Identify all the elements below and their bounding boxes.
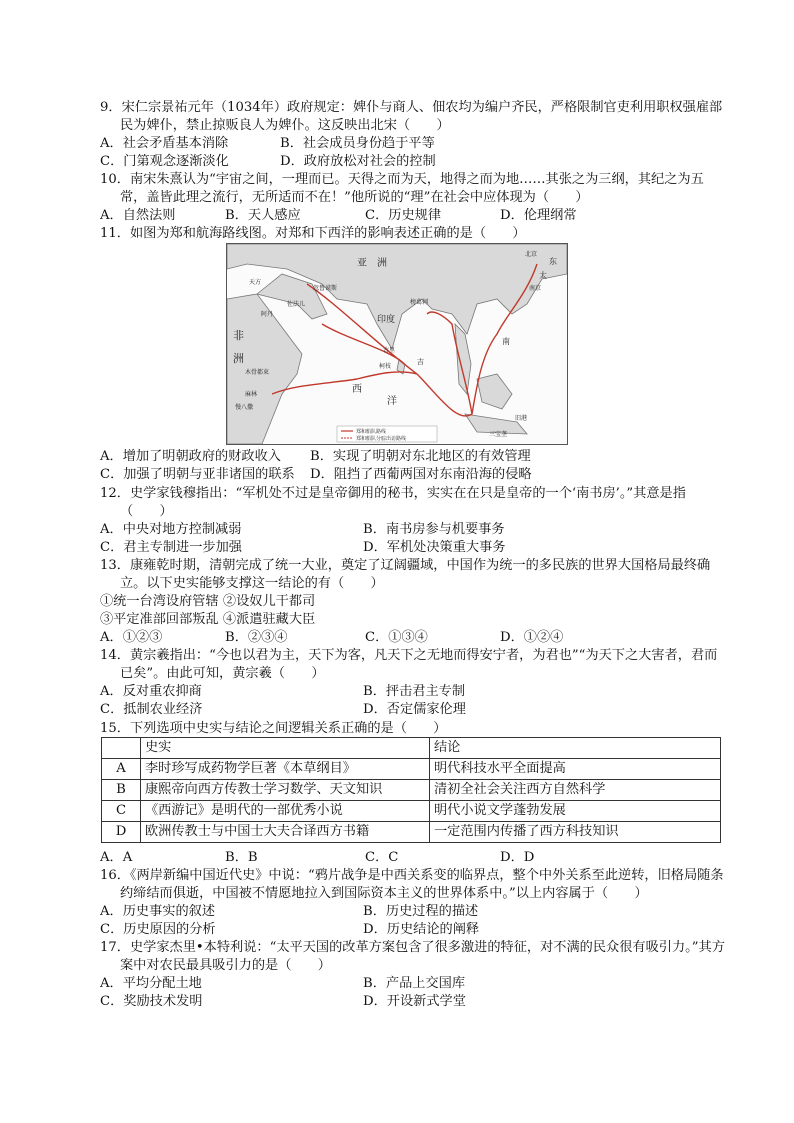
options-row [100,135,730,153]
label-mugudushu: 木骨都束 [245,369,270,376]
options-row [100,903,730,921]
option-b: B．产品上交国库 [363,976,466,991]
options-row [100,683,730,701]
question-stem: 11．如图为郑和航海路线图。对郑和下西洋的影响表述正确的是（ ） [100,226,526,241]
option-a: A．反对重农抑商 [100,684,202,699]
label-hulumosi: 忽鲁谟斯 [313,285,338,292]
option-a: A．增加了明朝政府的财政收入 [100,449,281,464]
question-9 [100,99,730,171]
option-c: C．门第观念逐渐淡化 [100,154,229,169]
label-jiuqiang: 旧港 [515,415,528,422]
option-c: C．君主专制进一步加强 [100,540,242,555]
question-13 [100,557,730,647]
option-a: A．A [100,850,133,865]
question-stem: 14．黄宗羲指出：“今也以君为主，天下为客，凡天下之无地而得安宁者，为君也”“为天下之大害者，君而已矣”。由此可知，黄宗羲（ ） [100,648,718,681]
question-15 [100,720,730,738]
options-row [100,993,730,1011]
label-dong: 东 [549,257,557,266]
label-africa-1: 非 [233,329,244,342]
question-10 [100,171,730,225]
options-row [100,207,730,225]
option-d: D．开设新式学堂 [363,994,466,1009]
label-sanbailong: 三宝垄 [489,431,508,438]
question-stem: 13．康雍乾时期，清朝完成了统一大业，奠定了辽阔疆域，中国作为统一的多民族的世界大国格局最终确立。以下史实能够支撑这一结论的有（ ） [100,558,711,591]
option-c: C．奖励技术发明 [100,994,203,1009]
label-banggela: 榜葛剌 [410,299,429,306]
map-svg [227,244,567,444]
option-d: D．D [500,850,535,865]
table-row [102,801,721,822]
label-beijing: 北京 [525,251,538,258]
options-row [100,521,730,539]
legend-label-main: 郑和船队路线 [356,429,387,435]
option-a: A．自然法则 [100,208,176,223]
option-b: B．抨击君主专制 [363,684,466,699]
options-row [100,921,730,939]
option-d: D．阻挡了西葡两国对东南沿海的侵略 [310,467,532,482]
question-15-options [100,849,730,867]
label-malin: 麻林 [245,391,258,398]
options-row [100,448,730,466]
question-stem: 16．《两岸新编中国近代史》中说：“鸦片战争是中西关系变的临界点，整个中外关系至此逆转，旧格局随条约缔结而俱逝，中国被不情愿地拉入到国际资本主义的世界体系中。”以上内容属于（ ） [100,868,724,901]
option-c: C．历史原因的分析 [100,922,216,937]
row-key: D [102,822,141,843]
label-ji: 吉 [417,358,424,366]
question-stem: 10．南宋朱熹认为“宇宙之间，一理而已。天得之而为天，地得之而为地……其张之为三纲，其纪之为五常，盖皆此理之流行，无所适而不在！”他所说的“理”在社会中应体现为（ ） [100,172,704,205]
option-a: A．平均分配土地 [100,976,202,991]
option-d: D．伦理纲常 [500,208,577,223]
label-zuofaer: 佐法儿 [287,301,306,308]
row-key: A [102,759,141,780]
table-corner-cell [102,738,141,759]
zheng-he-voyage-map [226,243,568,445]
options-row [100,701,730,719]
header-fact: 史实 [141,738,430,759]
question-11-options [100,448,730,484]
option-c: C．①③④ [365,630,428,645]
option-d: D．政府放松对社会的控制 [280,154,436,169]
question-stem: 9．宋仁宗景祐元年（1034年）政府规定：婢仆与商人、佃农均为编户齐民，严格限制官吏利用职权强雇部民为婢仆，禁止掠贩良人为婢仆。这反映出北宋（ ） [100,100,723,133]
option-c: C．历史规律 [365,208,442,223]
row-conclusion: 清初全社会关注西方自然科学 [430,780,721,801]
statement-line-2: ③平定准部回部叛乱 ④派遣驻藏大臣 [100,612,316,627]
question-17 [100,939,730,1011]
fact-conclusion-table [101,737,721,843]
label-nan: 南 [502,337,510,346]
option-b: B．B [225,850,258,865]
label-ocean-1: 西 [352,384,362,395]
question-stem: 12．史学家钱穆指出：“军机处不过是皇帝御用的秘书，实实在在只是皇帝的一个‘南书房’。”其意是指（ ） [100,486,686,519]
option-d: D．历史结论的阐释 [363,922,480,937]
option-b: B．天人感应 [225,208,301,223]
row-conclusion: 明代小说文学蓬勃发展 [430,801,721,822]
row-fact: 欧洲传教士与中国士大夫合译西方书籍 [141,822,430,843]
options-row [100,849,730,867]
header-conclusion: 结论 [430,738,721,759]
option-b: B．实现了明朝对东北地区的有效管理 [310,449,531,464]
option-c: C．抵制农业经济 [100,702,203,717]
row-fact: 康熙帝向西方传教士学习数学、天文知识 [141,780,430,801]
question-16 [100,867,730,939]
question-stem: 17．史学家杰里•本特利说：“太平天国的改革方案包含了很多激进的特征，对不满的民众很有吸引力。”其方案中对农民最具吸引力的是（ ） [100,940,725,973]
option-b: B．社会成员身份趋于平等 [280,136,435,151]
legend-label-branch: 郑和船队分腙出访路线 [356,436,407,442]
label-india: 印度 [377,315,396,325]
label-manbasa: 慢八撒 [235,404,254,411]
question-12 [100,485,730,557]
option-d: D．否定儒家伦理 [363,702,466,717]
option-b: B．历史过程的描述 [363,904,479,919]
row-fact: 李时珍写成药物学巨著《本草纲目》 [141,759,430,780]
statement-line-1: ①统一台湾设府管辖 ②设奴儿干都司 [100,594,316,609]
options-row [100,153,730,171]
option-a: A．社会矛盾基本消除 [100,136,229,151]
label-kezhi: 柯枝 [379,363,392,370]
label-adan: 阿丹 [261,311,274,318]
question-14 [100,647,730,719]
option-c: C．加强了明朝与亚非诸国的联系 [100,467,295,482]
option-c: C．C [365,850,399,865]
row-conclusion: 明代科技水平全面提高 [430,759,721,780]
row-key: B [102,780,141,801]
options-row [100,629,730,647]
table-row [102,759,721,780]
question-stem: 15．下列选项中史实与结论之间逻辑关系正确的是（ ） [100,721,447,736]
option-d: D．①②④ [500,630,564,645]
label-asia: 亚 洲 [357,258,387,269]
table-row [102,780,721,801]
option-b: B．南书房参与机要事务 [363,522,505,537]
label-africa-2: 洲 [233,352,244,365]
label-taicang: 太 [539,271,547,280]
row-key: C [102,801,141,822]
option-a: A．①②③ [100,630,163,645]
options-row [100,975,730,993]
question-11 [100,225,730,243]
table-header-row [102,738,721,759]
table-row [102,822,721,843]
option-a: A．中央对地方控制减弱 [100,522,242,537]
label-ocean-2: 洋 [387,396,397,407]
options-row [100,466,730,484]
row-conclusion: 一定范围内传播了西方科技知识 [430,822,721,843]
label-tianfang: 天方 [249,279,262,286]
row-fact: 《西游记》是明代的一部优秀小说 [141,801,430,822]
label-nanjing: 南京 [529,285,542,292]
label-guli: 古里 [383,347,396,354]
option-d: D．军机处决策重大事务 [363,540,506,555]
options-row [100,539,730,557]
option-a: A．历史事实的叙述 [100,904,216,919]
option-b: B．②③④ [225,630,288,645]
